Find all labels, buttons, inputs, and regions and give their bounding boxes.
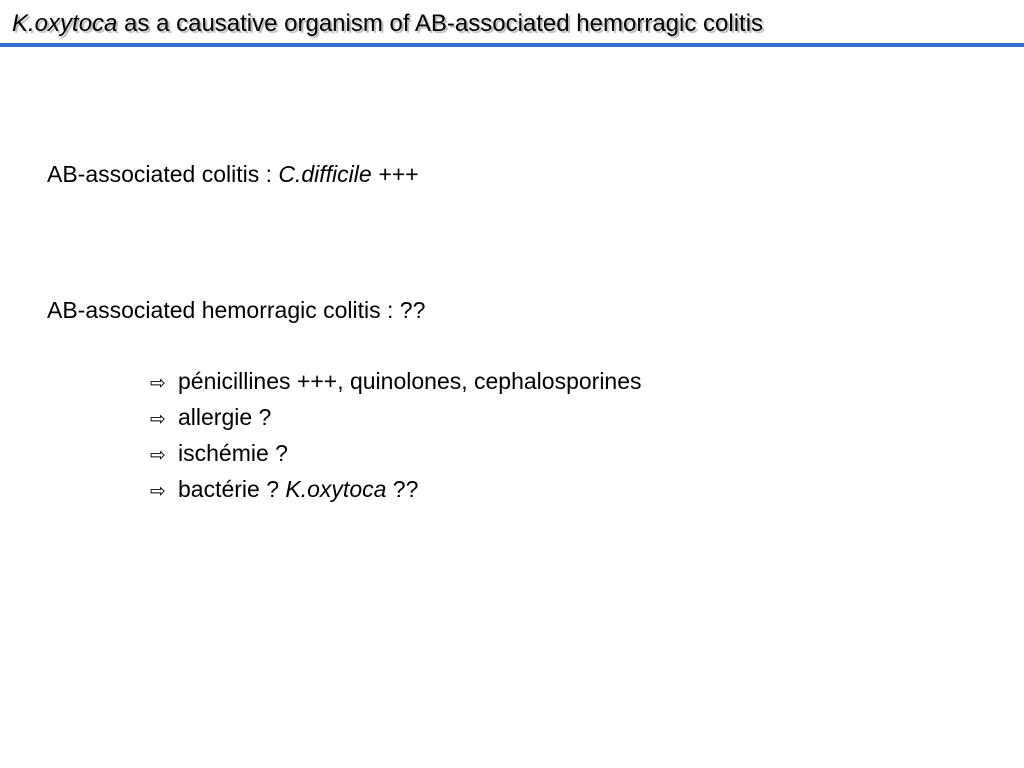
list-item-text: allergie ?: [178, 404, 272, 430]
arrow-icon: ⇨: [150, 408, 166, 430]
slide-title: [12, 8, 763, 40]
list-item-text: bactérie ?: [178, 476, 286, 502]
arrow-icon: ⇨: [150, 480, 166, 502]
cause-list: [150, 364, 642, 508]
list-item: [150, 364, 642, 400]
list-item: [150, 436, 642, 472]
hemorragic-colitis-label: AB-associated hemorragic colitis : ??: [47, 297, 426, 323]
list-item-organism: K.oxytoca: [285, 476, 387, 502]
hemorragic-colitis-line: [47, 296, 425, 324]
title-organism: K.oxytoca: [12, 10, 118, 37]
ab-colitis-line: [47, 160, 418, 188]
list-item: [150, 400, 642, 436]
ab-colitis-organism: C.difficile +++: [278, 161, 419, 187]
arrow-icon: ⇨: [150, 372, 166, 394]
title-text: as a causative organism of AB-associated hemorragic colitis: [117, 10, 764, 37]
list-item-text: ischémie ?: [178, 440, 288, 466]
ab-colitis-label: AB-associated colitis :: [47, 161, 279, 187]
arrow-icon: ⇨: [150, 444, 166, 466]
list-item: [150, 472, 642, 508]
list-item-suffix: ??: [386, 476, 419, 502]
title-underline: [0, 43, 1024, 47]
list-item-text: pénicillines +++, quinolones, cephalosporines: [178, 368, 642, 394]
